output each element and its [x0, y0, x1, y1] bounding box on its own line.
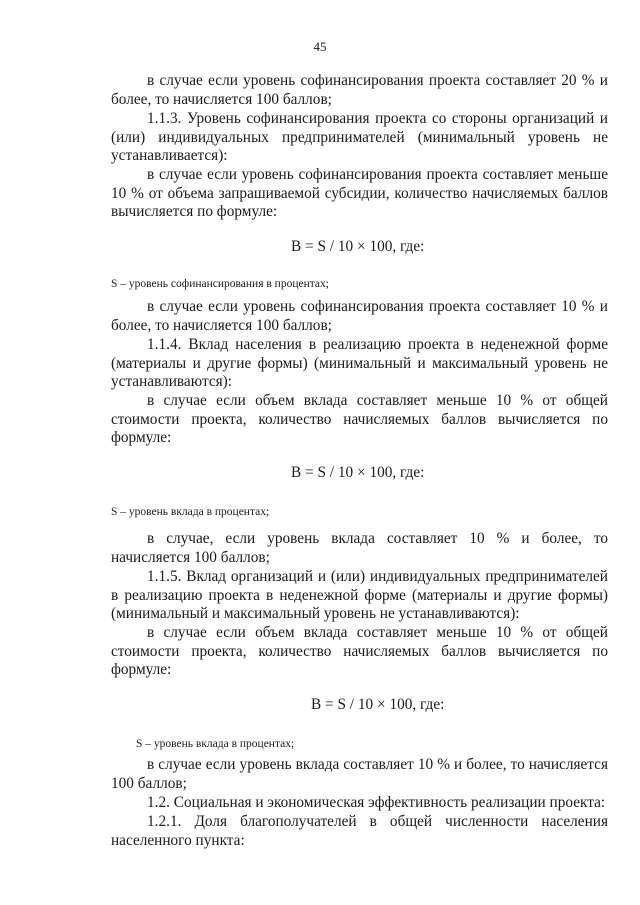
formula-2: B = S / 10 × 100, где: — [291, 464, 425, 481]
paragraph-cofinancing-20: в случае если уровень софинансирования проекта составляет 20 % и более, то начисляется 100 баллов; — [111, 72, 608, 108]
paragraph-contribution-less-10-a: в случае если объем вклада составляет меньше 10 % от общей стоимости проекта, количество начисляемых баллов вычисляется по формуле: — [111, 392, 608, 447]
formula-3: B = S / 10 × 100, где: — [311, 696, 445, 713]
note-contribution-level-a: S – уровень вклада в процентах; — [111, 506, 270, 518]
paragraph-contribution-10-b: в случае если уровень вклада составляет 10 % и более, то начисляется 100 баллов; — [111, 756, 608, 792]
paragraph-section-1-2-1: 1.2.1. Доля благополучателей в общей численности населения населенного пункта: — [111, 813, 608, 849]
paragraph-cofinancing-less-10: в случае если уровень софинансирования проекта составляет меньше 10 % от объема запрашиваемой субсидии, количество начисляемых баллов вычисляется по формуле: — [111, 166, 608, 221]
paragraph-section-1-2: 1.2. Социальная и экономическая эффективность реализации проекта: — [147, 794, 606, 811]
paragraph-contribution-10-a: в случае, если уровень вклада составляет 10 % и более, то начисляется 100 баллов; — [111, 530, 608, 566]
formula-1: B = S / 10 × 100, где: — [291, 238, 425, 255]
note-cofinancing-level: S – уровень софинансирования в процентах; — [111, 278, 329, 290]
paragraph-contribution-less-10-b: в случае если объем вклада составляет меньше 10 % от общей стоимости проекта, количество начисляемых баллов вычисляется по формуле: — [111, 624, 608, 679]
paragraph-section-1-1-5: 1.1.5. Вклад организаций и (или) индивидуальных предпринимателей в реализацию проекта в неденежной форме (материалы и другие формы) (минимальный и максимальный уровень не устанавливаются): — [111, 568, 608, 623]
note-contribution-level-b: S – уровень вклада в процентах; — [136, 738, 295, 750]
paragraph-section-1-1-3: 1.1.3. Уровень софинансирования проекта со стороны организаций и (или) индивидуальных предпринимателей (минимальный уровень не устанавливается): — [111, 110, 608, 165]
paragraph-cofinancing-10: в случае если уровень софинансирования проекта составляет 10 % и более, то начисляется 100 баллов; — [111, 298, 608, 334]
paragraph-section-1-1-4: 1.1.4. Вклад населения в реализацию проекта в неденежной форме (материалы и другие формы) (минимальный и максимальный уровень не устанавливаются): — [111, 336, 608, 391]
page-number: 45 — [313, 39, 327, 54]
